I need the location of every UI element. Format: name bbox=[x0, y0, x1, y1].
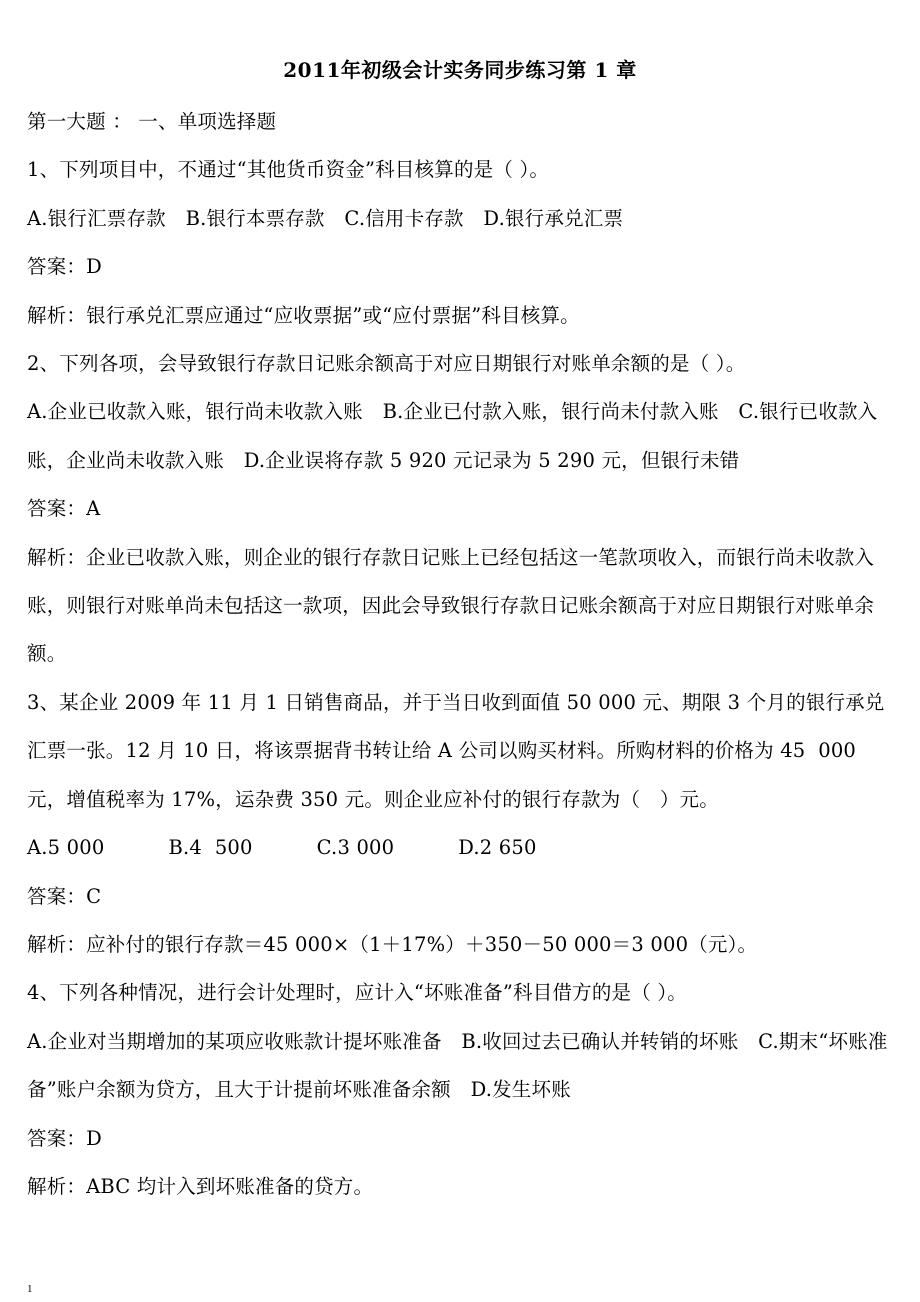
page-number: 1 bbox=[27, 1283, 33, 1295]
question-block bbox=[27, 146, 897, 340]
question-answer: 答案：D bbox=[27, 255, 102, 279]
question-options: A.银行汇票存款 B.银行本票存款 C.信用卡存款 D.银行承兑汇票 bbox=[27, 206, 624, 230]
question-answer: 答案：A bbox=[27, 497, 101, 521]
section-heading: 第一大题 ： 一、单项选择题 bbox=[27, 110, 277, 133]
question-text: 4、下列各种情况，进行会计处理时，应计入“坏账准备”科目借方的是（ ）。 bbox=[27, 981, 687, 1005]
question-block bbox=[27, 969, 897, 1211]
question-text: 2、下列各项，会导致银行存款日记账余额高于对应日期银行对账单余额的是（ ）。 bbox=[27, 352, 746, 376]
question-analysis: 解析：ABC 均计入到坏账准备的贷方。 bbox=[27, 1174, 374, 1198]
question-analysis: 解析：银行承兑汇票应通过“应收票据”或“应付票据”科目核算。 bbox=[27, 303, 580, 327]
document-body bbox=[27, 98, 897, 1211]
question-answer: 答案：D bbox=[27, 1126, 102, 1150]
question-text: 1、下列项目中，不通过“其他货币资金”科目核算的是（ ）。 bbox=[27, 158, 550, 182]
question-options: A.企业已收款入账，银行尚未收款入账 B.企业已付款入账，银行尚未付款入账 C.银行已收款入账，企业尚未收款入账 D.企业误将存款 5 920 元记录为 5 290 元，但银行未错 bbox=[27, 400, 878, 472]
question-options: A.5 000 B.4 500 C.3 000 D.2 650 bbox=[27, 836, 537, 860]
question-block bbox=[27, 679, 897, 969]
question-text: 3、某企业 2009 年 11 月 1 日销售商品，并于当日收到面值 50 000 元、期限 3 个月的银行承兑汇票一张。12 月 10 日，将该票据背书转让给 A 公司以购买材料。所购材料的价格为 45 000 元，增值税率为 17%，运杂费 350 元。则企业应补付的银行存款为（ ）元。 bbox=[27, 690, 885, 811]
question-analysis: 解析：企业已收款入账，则企业的银行存款日记账上已经包括这一笔款项收入，而银行尚未收款入账，则银行对账单尚未包括这一款项，因此会导致银行存款日记账余额高于对应日期银行对账单余额。 bbox=[27, 545, 875, 666]
question-answer: 答案：C bbox=[27, 884, 102, 908]
question-analysis: 解析：应补付的银行存款＝45 000×（1＋17%）＋350－50 000＝3 000（元）。 bbox=[27, 932, 758, 956]
question-block bbox=[27, 340, 897, 679]
document-title: 2011年初级会计实务同步练习第 1 章 bbox=[283, 58, 637, 82]
question-options: A.企业对当期增加的某项应收账款计提坏账准备 B.收回过去已确认并转销的坏账 C.期末“坏账准备”账户余额为贷方，且大于计提前坏账准备余额 D.发生坏账 bbox=[27, 1029, 888, 1102]
